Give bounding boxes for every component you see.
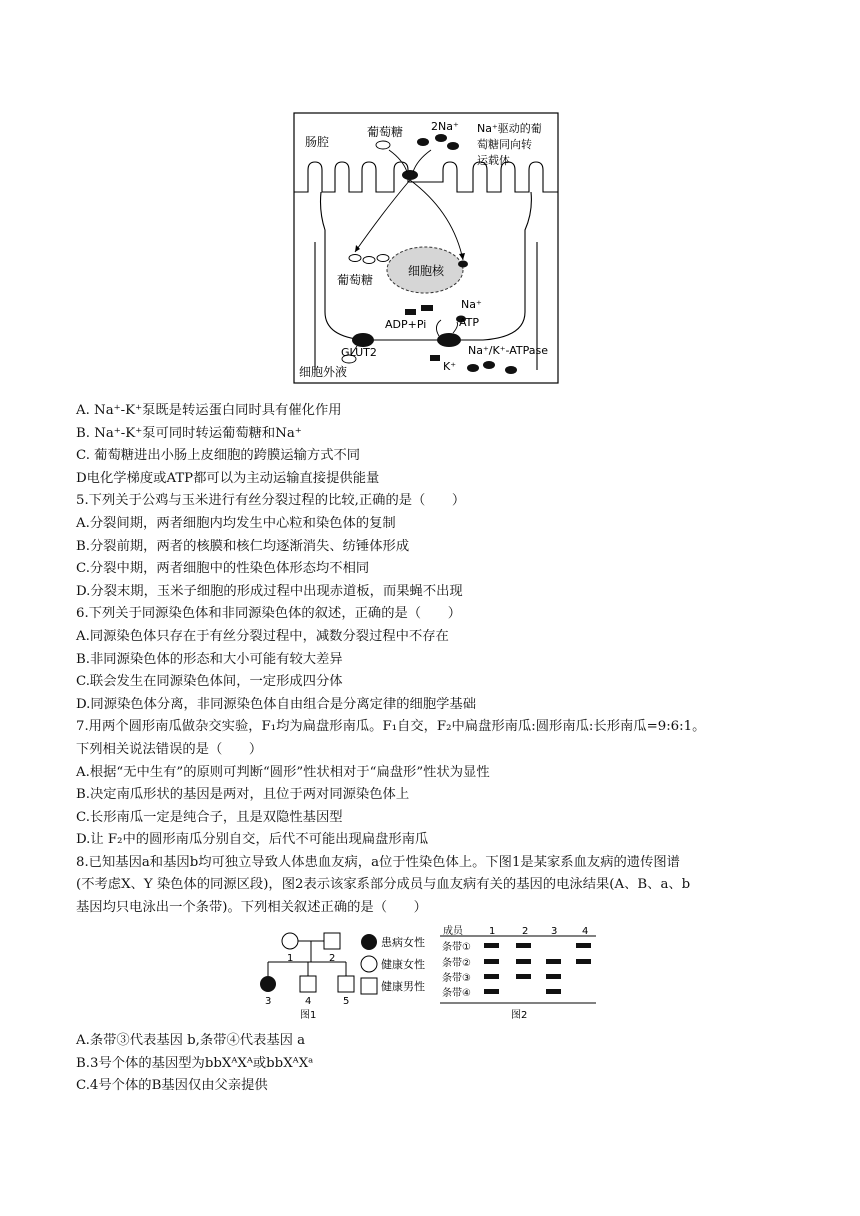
pedigree-id-1: 1 xyxy=(287,953,294,964)
pedigree-id-2: 2 xyxy=(329,953,336,964)
gel-caption: 图2 xyxy=(511,1010,528,1021)
pedigree-id-3: 3 xyxy=(265,996,272,1007)
pedigree-id-4: 4 xyxy=(305,996,312,1007)
label-transporter-3: 运载体 xyxy=(477,154,510,167)
q7-option-a: A.根据“无中生有”的原则可判断“圆形”性状相对于“扁盘形”性状为显性 xyxy=(76,764,490,780)
label-transporter-1: Na⁺驱动的葡 xyxy=(477,122,542,135)
label-adp: ADP+Pi xyxy=(385,318,427,331)
q7-stem-2: 下列相关说法错误的是（ ） xyxy=(76,741,263,757)
gel-band xyxy=(484,989,499,994)
q7-option-b: B.决定南瓜形状的基因是两对，且位于两对同源染色体上 xyxy=(76,787,410,803)
legend-healthy-male: 健康男性 xyxy=(381,980,425,993)
gel-band xyxy=(516,959,531,964)
gel-member-2: 2 xyxy=(522,926,529,937)
transport-diagram xyxy=(293,112,559,384)
gel-header: 成员 xyxy=(443,926,463,937)
gel-band xyxy=(484,943,499,948)
q8-stem-2: (不考虑X、Y 染色体的同源区段)，图2表示该家系部分成员与血友病有关的基因的电泳结果(A、B、a、b xyxy=(76,877,691,893)
q4-option-b: B. Na⁺-K⁺泵可同时转运葡萄糖和Na⁺ xyxy=(76,425,302,441)
gel-band-4-label: 条带④ xyxy=(442,988,471,999)
pedigree-legend xyxy=(361,934,425,994)
question-block xyxy=(76,400,836,920)
label-glut2: GLUT2 xyxy=(341,346,377,359)
gel-band xyxy=(546,959,561,964)
q5-stem: 5.下列关于公鸡与玉米进行有丝分裂过程的比较,正确的是（ ） xyxy=(76,493,466,509)
legend-affected-female: 患病女性 xyxy=(381,936,425,949)
gel-member-3: 3 xyxy=(551,926,558,937)
gel-band-2-label: 条带② xyxy=(442,958,471,969)
q4-option-d: D电化学梯度或ATP都可以为主动运输直接提供能量 xyxy=(76,470,380,486)
q8-stem-3: 基因均只电泳出一个条带)。下列相关叙述正确的是（ ） xyxy=(76,900,427,916)
gel-band xyxy=(576,943,591,948)
q5-option-c: C.分裂中期，两者细胞中的性染色体形态均不相同 xyxy=(76,561,370,577)
gel-band xyxy=(484,974,499,979)
gel-band-3-label: 条带③ xyxy=(442,973,471,984)
gel-band-1-label: 条带① xyxy=(442,942,471,953)
q6-stem: 6.下列关于同源染色体和非同源染色体的叙述，正确的是（ ） xyxy=(76,606,461,622)
q8-option-a: A.条带③代表基因 b,条带④代表基因 a xyxy=(76,1033,306,1048)
gel-band xyxy=(516,974,531,979)
pedigree-gel-figure xyxy=(265,926,608,1026)
q8-options-block xyxy=(76,1030,836,1098)
gel-band xyxy=(546,974,561,979)
pedigree-id-5: 5 xyxy=(343,996,350,1007)
pedigree-chart xyxy=(260,933,354,1021)
label-glucose-mid: 葡萄糖 xyxy=(337,273,374,287)
pedigree-caption: 图1 xyxy=(300,1010,317,1021)
label-transporter-2: 萄糖同向转 xyxy=(477,138,532,151)
legend-healthy-female: 健康女性 xyxy=(381,958,425,971)
q8-option-c: C.4号个体的B基因仅由父亲提供 xyxy=(76,1078,268,1094)
gel-member-4: 4 xyxy=(582,926,589,937)
q4-option-a: A. Na⁺-K⁺泵既是转运蛋白同时具有催化作用 xyxy=(76,403,342,418)
q6-option-c: C.联会发生在同源染色体间，一定形成四分体 xyxy=(76,674,343,690)
q7-option-d: D.让 F₂中的圆形南瓜分别自交，后代不可能出现扁盘形南瓜 xyxy=(76,832,429,848)
gel-band xyxy=(516,943,531,948)
gel-band xyxy=(546,989,561,994)
q7-stem-1: 7.用两个圆形南瓜做杂交实验，F₁均为扁盘形南瓜。F₁自交，F₂中扁盘形南瓜:圆形南瓜:长形南瓜=9:6:1。 xyxy=(76,719,706,735)
label-2na: 2Na⁺ xyxy=(431,120,459,133)
q8-stem-1: 8.已知基因a和基因b均可独立导致人体患血友病，a位于性染色体上。下图1是某家系血友病的遗传图谱 xyxy=(76,854,680,870)
gel-band xyxy=(484,959,499,964)
q6-option-b: B.非同源染色体的形态和大小可能有较大差异 xyxy=(76,651,343,667)
q5-option-a: A.分裂间期，两者细胞内均发生中心粒和染色体的复制 xyxy=(76,515,396,531)
label-k: K⁺ xyxy=(443,360,457,373)
q5-option-d: D.分裂末期，玉米子细胞的形成过程中出现赤道板，而果蝇不出现 xyxy=(76,583,463,599)
q4-option-c: C. 葡萄糖进出小肠上皮细胞的跨膜运输方式不同 xyxy=(76,448,361,464)
gel-member-1: 1 xyxy=(489,926,496,937)
q7-option-c: C.长形南瓜一定是纯合子，且是双隐性基因型 xyxy=(76,809,343,825)
label-atpase: Na⁺/K⁺-ATPase xyxy=(468,344,548,357)
q5-option-b: B.分裂前期，两者的核膜和核仁均逐渐消失、纺锤体形成 xyxy=(76,538,410,554)
label-nucleus: 细胞核 xyxy=(408,264,445,278)
label-lumen: 肠腔 xyxy=(305,135,330,149)
q6-option-d: D.同源染色体分离，非同源染色体自由组合是分离定律的细胞学基础 xyxy=(76,696,477,712)
gel-band xyxy=(576,959,591,964)
label-atp: ATP xyxy=(459,316,480,329)
gel-chart xyxy=(440,924,596,1021)
q8-option-b: B.3号个体的基因型为bbXᴬXᴬ或bbXᴬXᵃ xyxy=(76,1055,314,1071)
label-glucose-top: 葡萄糖 xyxy=(367,125,404,139)
q6-option-a: A.同源染色体只存在于有丝分裂过程中，减数分裂过程中不存在 xyxy=(76,628,449,644)
label-na: Na⁺ xyxy=(461,298,482,311)
label-ecf: 细胞外液 xyxy=(299,365,348,379)
